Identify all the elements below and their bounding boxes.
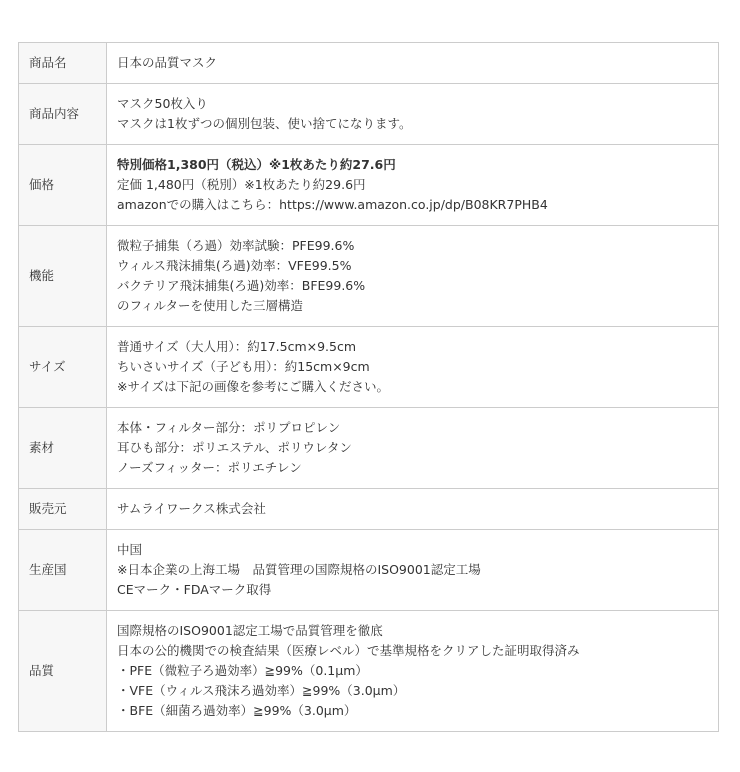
product-spec-table (18, 42, 719, 732)
row-material (19, 408, 719, 489)
row-value-line: ・BFE（細菌ろ過効率）≧99%（3.0μm） (117, 703, 357, 718)
row-value (107, 611, 719, 732)
special-price-line: 特別価格1,380円（税込）※1枚あたり約27.6円 (117, 157, 396, 172)
row-value-line: 微粒子捕集（ろ過）効率試験：PFE99.6% (117, 238, 355, 253)
row-value (107, 84, 719, 145)
row-value-line: ・VFE（ウィルス飛沫ろ過効率）≧99%（3.0μm） (117, 683, 406, 698)
row-value-line: ・PFE（微粒子ろ過効率）≧99%（0.1μm） (117, 663, 368, 678)
row-label: 商品内容 (19, 84, 107, 145)
row-value-line: のフィルターを使用した三層構造 (117, 298, 304, 313)
row-label: 販売元 (19, 489, 107, 530)
row-product-name (19, 43, 719, 84)
row-value-line: 日本の品質マスク (117, 55, 218, 70)
row-value (107, 327, 719, 408)
row-value-line: ちいさいサイズ（子ども用）：約15cm×9cm (117, 359, 370, 374)
row-value-line: マスクは1枚ずつの個別包装、使い捨てになります。 (117, 116, 412, 131)
row-value-line: バクテリア飛沫捕集(ろ過)効率：BFE99.6% (117, 278, 366, 293)
row-value-line: ※日本企業の上海工場 品質管理の国際規格のISO9001認定工場 (117, 562, 481, 577)
row-value-line: CEマーク・FDAマーク取得 (117, 582, 272, 597)
row-function (19, 226, 719, 327)
row-price (19, 145, 719, 226)
row-value-line: 本体・フィルター部分：ポリプロピレン (117, 420, 341, 435)
row-value (107, 226, 719, 327)
row-value-line: ※サイズは下記の画像を参考にご購入ください。 (117, 379, 389, 394)
row-value-line: ウィルス飛沫捕集(ろ過)効率：VFE99.5% (117, 258, 352, 273)
row-value-line: 日本の公的機関での検査結果（医療レベル）で基準規格をクリアした証明取得済み (117, 643, 580, 658)
row-value-line: 耳ひも部分：ポリエステル、ポリウレタン (117, 440, 352, 455)
row-label: 素材 (19, 408, 107, 489)
row-origin (19, 530, 719, 611)
row-value (107, 530, 719, 611)
row-quality (19, 611, 719, 732)
row-label: 生産国 (19, 530, 107, 611)
row-value (107, 145, 719, 226)
row-value-line: 普通サイズ（大人用）：約17.5cm×9.5cm (117, 339, 357, 354)
row-value-line: マスク50枚入り (117, 96, 208, 111)
row-label: 商品名 (19, 43, 107, 84)
row-label: 価格 (19, 145, 107, 226)
row-value-line: ノーズフィッター：ポリエチレン (117, 460, 302, 475)
row-value-line: 国際規格のISO9001認定工場で品質管理を徹底 (117, 623, 383, 638)
row-label: サイズ (19, 327, 107, 408)
row-contents (19, 84, 719, 145)
amazon-link-text: amazonでの購入はこちら：https://www.amazon.co.jp/dp/B08KR7PHB4 (117, 197, 548, 212)
regular-price-line: 定価 1,480円（税別）※1枚あたり約29.6円 (117, 177, 366, 192)
row-value (107, 408, 719, 489)
row-value (107, 489, 719, 530)
row-value-line: サムライワークス株式会社 (117, 501, 266, 516)
row-label: 機能 (19, 226, 107, 327)
row-value-line: 中国 (117, 542, 143, 557)
row-size (19, 327, 719, 408)
row-value (107, 43, 719, 84)
product-spec-table-container (18, 42, 718, 732)
row-label: 品質 (19, 611, 107, 732)
row-seller (19, 489, 719, 530)
